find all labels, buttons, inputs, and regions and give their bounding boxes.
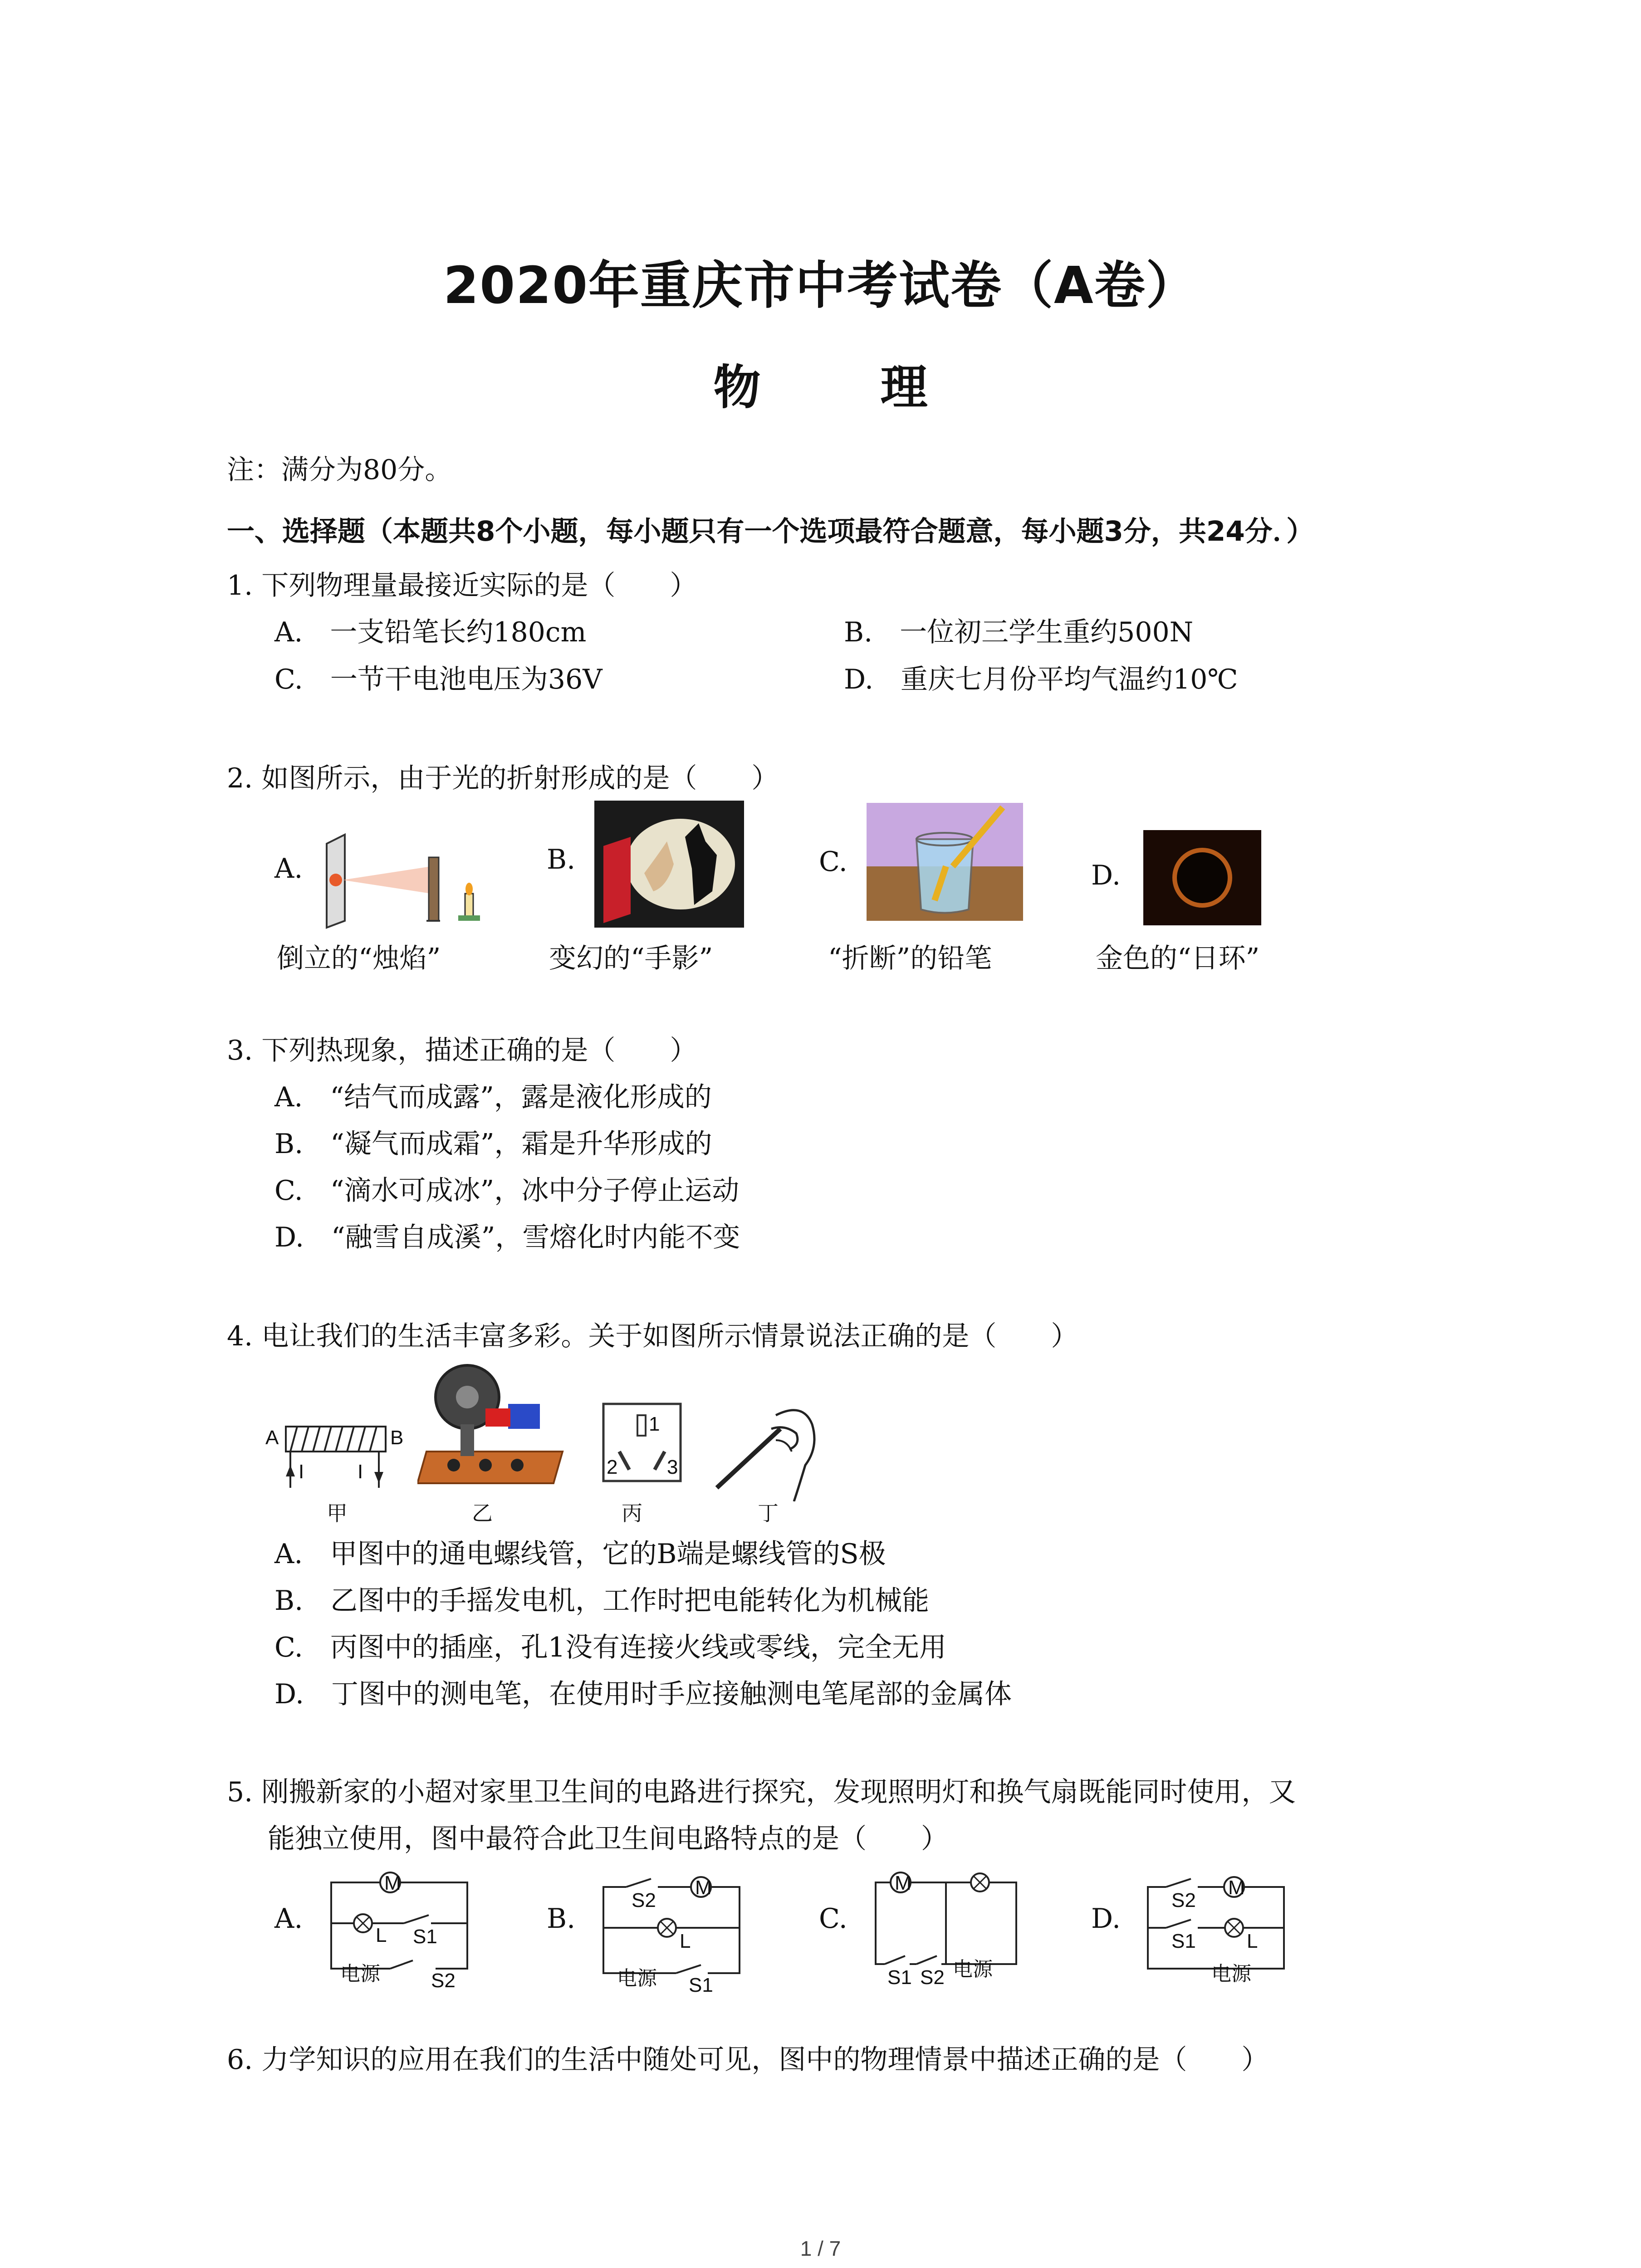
page-number: 1 / 7 (800, 2237, 841, 2260)
fig-label-ding: 丁 (758, 1501, 779, 1525)
q4-option-b: B. 乙图中的手摇发电机，工作时把电能转化为机械能 (274, 1585, 930, 1617)
q2-label-b: B. (547, 844, 576, 875)
q2-label-c: C. (819, 846, 847, 878)
q4-option-d: D. 丁图中的测电笔，在使用时手应接触测电笔尾部的金属体 (274, 1678, 1012, 1710)
q1-option-c: C. 一节干电池电压为36V (274, 664, 603, 695)
q4-option-c: C. 丙图中的插座，孔1没有连接火线或零线，完全无用 (274, 1632, 947, 1663)
circuit-a-lamp: L (376, 1924, 387, 1946)
circuit-b-motor: M (695, 1877, 712, 1899)
circuit-b-lamp: L (680, 1930, 691, 1952)
circuit-d-lamp: L (1247, 1930, 1258, 1952)
circuit-d-s1: S1 (1171, 1930, 1196, 1952)
hand-shadow-figure (594, 801, 744, 928)
socket-hole-1: 1 (649, 1413, 660, 1435)
q1-stem: 1. 下列物理量最接近实际的是（ ） (227, 570, 697, 601)
circuit-c-s1: S1 (887, 1966, 912, 1989)
q4-option-a: A. 甲图中的通电螺线管，它的B端是螺线管的S极 (274, 1538, 886, 1570)
q5-stem-line1: 5. 刚搬新家的小超对家里卫生间的电路进行探究，发现照明灯和换气扇既能同时使用，又 (227, 1776, 1296, 1808)
coil-end-b: B (390, 1427, 404, 1449)
circuit-c-s2: S2 (920, 1966, 945, 1989)
exam-title: 2020年重庆市中考试卷（A卷） (443, 256, 1198, 315)
q6-stem: 6. 力学知识的应用在我们的生活中随处可见，图中的物理情景中描述正确的是（ ） (227, 2044, 1269, 2076)
q4-stem: 4. 电让我们的生活丰富多彩。关于如图所示情景说法正确的是（ ） (227, 1320, 1078, 1352)
q2-label-a: A. (274, 853, 303, 885)
circuit-a-motor: M (384, 1872, 401, 1894)
test-pen-figure (708, 1397, 826, 1501)
coil-end-a: A (265, 1427, 279, 1449)
hand-generator-figure (417, 1361, 572, 1497)
q5-stem-line2: 能独立使用，图中最符合此卫生间电路特点的是（ ） (268, 1823, 948, 1855)
q2-caption-a: 倒立的“烛焰” (277, 943, 441, 974)
circuit-a-source: 电源 (340, 1963, 380, 1985)
circuit-d-source: 电源 (1211, 1963, 1251, 1985)
circuit-c-source: 电源 (953, 1958, 993, 1980)
section-heading: 一、选择题（本题共8个小题，每小题只有一个选项最符合题意，每小题3分，共24分．） (227, 515, 1314, 547)
circuit-a-s1: S1 (413, 1926, 437, 1948)
circuit-a-s2: S2 (431, 1970, 456, 1992)
score-note: 注：满分为80分。 (227, 454, 452, 486)
bent-pencil-figure (867, 803, 1023, 921)
q3-option-d: D. “融雪自成溪”，雪熔化时内能不变 (274, 1222, 740, 1253)
q2-caption-c: “折断”的铅笔 (828, 943, 992, 974)
q5-label-c: C. (819, 1903, 847, 1935)
q3-option-a: A. “结气而成露”，露是液化形成的 (274, 1081, 712, 1113)
circuit-b-s1: S1 (689, 1974, 713, 1996)
circuit-c (871, 1864, 1021, 1989)
q3-option-b: B. “凝气而成霜”，霜是升华形成的 (274, 1128, 712, 1160)
fig-label-yi: 乙 (472, 1501, 493, 1525)
circuit-d-s2: S2 (1171, 1889, 1196, 1911)
current-label-right: I (358, 1461, 363, 1483)
q1-option-a: A. 一支铅笔长约180cm (274, 616, 587, 648)
fig-label-jia: 甲 (327, 1501, 348, 1525)
q5-label-a: A. (274, 1903, 303, 1935)
q2-label-d: D. (1091, 860, 1121, 891)
current-label-left: I (299, 1461, 304, 1483)
circuit-b-source: 电源 (617, 1967, 657, 1989)
circuit-c-wires-icon (871, 1864, 1021, 1978)
q1-option-b: B. 一位初三学生重约500N (844, 616, 1194, 648)
socket-hole-2: 2 (607, 1456, 618, 1478)
q2-caption-b: 变幻的“手影” (549, 943, 713, 974)
circuit-d (1143, 1873, 1288, 1985)
pinhole-camera-figure (318, 826, 495, 930)
solar-ring-figure (1143, 830, 1261, 925)
q2-caption-d: 金色的“日环” (1096, 943, 1260, 974)
q5-label-b: B. (547, 1903, 576, 1935)
subject-title: 物 理 (713, 360, 964, 415)
circuit-b-s2: S2 (632, 1889, 656, 1911)
circuit-a (327, 1864, 472, 1992)
circuit-d-motor: M (1228, 1877, 1245, 1899)
fig-label-bing: 丙 (622, 1501, 642, 1525)
q2-stem: 2. 如图所示，由于光的折射形成的是（ ） (227, 763, 779, 794)
socket-hole-3: 3 (667, 1456, 678, 1478)
q3-stem: 3. 下列热现象，描述正确的是（ ） (227, 1035, 697, 1066)
circuit-b (599, 1873, 744, 1996)
socket-figure (601, 1402, 683, 1483)
circuit-c-motor: M (895, 1872, 911, 1894)
q3-option-c: C. “滴水可成冰”，冰中分子停止运动 (274, 1175, 740, 1207)
q5-label-d: D. (1091, 1903, 1121, 1935)
q1-option-d: D. 重庆七月份平均气温约10℃ (844, 664, 1238, 695)
